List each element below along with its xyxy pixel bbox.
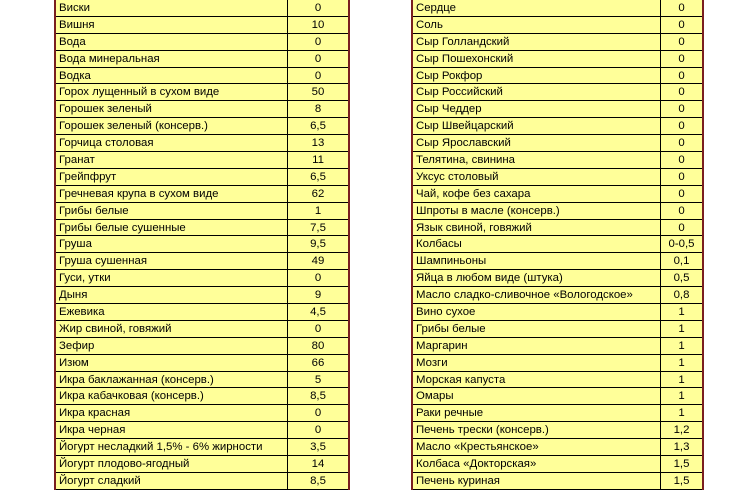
carb-value-cell: 1 [678, 306, 685, 319]
food-name-cell: Горчица столовая [56, 135, 288, 151]
food-name-cell: Мозги [413, 355, 661, 371]
table-row [413, 253, 702, 270]
carb-value-cell: 0 [314, 2, 322, 14]
carb-value-cell: 66 [311, 356, 325, 369]
food-name-cell: Сыр Швейцарский [413, 118, 661, 134]
carb-value-cell: 62 [311, 187, 325, 200]
table-row [56, 473, 348, 490]
table-row [56, 0, 348, 17]
table-row [56, 51, 348, 68]
carb-value-cell: 0 [678, 154, 685, 167]
table-row [413, 0, 702, 17]
food-name-cell: Печень трески (консерв.) [413, 422, 661, 438]
food-name-cell: Груша сушенная [56, 253, 288, 269]
food-name-cell: Соль [413, 17, 661, 33]
carb-value-cell: 8 [314, 103, 322, 116]
food-name-cell: Гуси, утки [56, 270, 288, 286]
table-row [413, 456, 702, 473]
food-name-cell: Вода [56, 34, 288, 50]
table-row [56, 169, 348, 186]
table-row [56, 253, 348, 270]
food-name-cell: Водка [56, 68, 288, 84]
food-name-cell: Йогурт сладкий [56, 473, 288, 489]
left-food-table [54, 0, 350, 490]
carb-value-cell: 0 [314, 322, 322, 335]
food-name-cell: Сыр Чеддер [413, 101, 661, 117]
carb-value-cell: 1,2 [673, 424, 690, 437]
table-row [413, 388, 702, 405]
food-name-cell: Шампиньоны [413, 253, 661, 269]
table-row [56, 101, 348, 118]
carb-value-cell: 8,5 [310, 474, 326, 487]
food-name-cell: Сыр Голландский [413, 34, 661, 50]
food-name-cell: Уксус столовый [413, 169, 661, 185]
carb-value-cell: 0 [678, 187, 685, 200]
table-row [56, 388, 348, 405]
table-row [56, 220, 348, 237]
carb-value-cell: 0 [678, 204, 685, 217]
carb-value-cell: 0 [314, 52, 322, 65]
food-name-cell: Масло сладко-сливочное «Вологодское» [413, 287, 661, 303]
carb-value-cell: 0 [678, 120, 685, 133]
food-name-cell: Омары [413, 388, 661, 404]
table-row [413, 51, 702, 68]
food-name-cell: Грибы белые сушенные [56, 220, 288, 236]
food-name-cell: Груша [56, 236, 288, 252]
food-name-cell: Морская капуста [413, 372, 661, 388]
food-name-cell: Вишня [56, 17, 288, 33]
carb-value-cell: 0 [678, 137, 685, 150]
food-name-cell: Зефир [56, 338, 288, 354]
carb-value-cell: 0 [678, 221, 685, 234]
food-name-cell: Грейпфрут [56, 169, 288, 185]
carb-value-cell: 3,5 [310, 441, 326, 454]
food-name-cell: Дыня [56, 287, 288, 303]
table-row [56, 405, 348, 422]
table-row [56, 304, 348, 321]
carb-value-cell: 8,5 [310, 390, 326, 403]
carb-value-cell: 0 [314, 69, 322, 82]
carb-value-cell: 10 [311, 18, 325, 31]
right-food-table [411, 0, 704, 490]
carb-value-cell: 13 [311, 137, 325, 150]
food-name-cell: Гранат [56, 152, 288, 168]
food-name-cell: Изюм [56, 355, 288, 371]
food-name-cell: Горошек зеленый (консерв.) [56, 118, 288, 134]
food-name-cell: Шпроты в масле (консерв.) [413, 203, 661, 219]
carb-value-cell: 0 [678, 170, 685, 183]
carb-value-cell: 9,5 [310, 238, 326, 251]
food-name-cell: Вода минеральная [56, 51, 288, 67]
carb-value-cell: 0 [314, 407, 322, 420]
food-name-cell: Сыр Ярославский [413, 135, 661, 151]
table-row [413, 152, 702, 169]
carb-value-cell: 1 [314, 204, 322, 217]
carb-value-cell: 0,8 [673, 289, 690, 302]
food-name-cell: Грибы белые [413, 321, 661, 337]
food-name-cell: Сыр Пошехонский [413, 51, 661, 67]
food-name-cell: Йогурт плодово-ягодный [56, 456, 288, 472]
table-row [56, 270, 348, 287]
table-row [413, 270, 702, 287]
carb-value-cell: 0,1 [673, 255, 690, 268]
food-name-cell: Икра баклажанная (консерв.) [56, 372, 288, 388]
carb-value-cell: 1 [678, 339, 685, 352]
table-row [413, 169, 702, 186]
table-row [413, 186, 702, 203]
table-row [413, 101, 702, 118]
carb-value-cell: 1 [678, 356, 685, 369]
carb-value-cell: 0 [314, 35, 322, 48]
food-name-cell: Икра красная [56, 405, 288, 421]
food-name-cell: Яйца в любом виде (штука) [413, 270, 661, 286]
table-row [56, 68, 348, 85]
carb-value-cell: 49 [311, 255, 325, 268]
carb-value-cell: 0 [678, 35, 685, 48]
table-row [56, 84, 348, 101]
table-row [56, 439, 348, 456]
food-name-cell: Телятина, свинина [413, 152, 661, 168]
carb-value-cell: 9 [314, 289, 322, 302]
table-row [413, 372, 702, 389]
carb-value-cell: 0 [314, 424, 322, 437]
table-row [413, 34, 702, 51]
carb-value-cell: 11 [312, 154, 324, 167]
food-name-cell: Колбаса «Докторская» [413, 456, 661, 472]
table-row [56, 422, 348, 439]
carb-value-cell: 5 [314, 373, 322, 386]
carb-value-cell: 0 [678, 2, 685, 14]
table-row [56, 321, 348, 338]
table-row [413, 135, 702, 152]
table-row [56, 186, 348, 203]
table-row [413, 304, 702, 321]
table-row [56, 355, 348, 372]
carb-value-cell: 1,5 [673, 458, 690, 471]
carb-value-cell: 0 [678, 69, 685, 82]
table-row [56, 372, 348, 389]
table-row [413, 236, 702, 253]
table-row [56, 456, 348, 473]
food-name-cell: Икра черная [56, 422, 288, 438]
table-row [413, 203, 702, 220]
food-name-cell: Горошек зеленый [56, 101, 288, 117]
food-name-cell: Сердце [413, 0, 661, 16]
food-name-cell: Виски [56, 0, 288, 16]
carb-value-cell: 14 [311, 458, 325, 471]
carb-value-cell: 1,3 [673, 441, 690, 454]
table-row [413, 473, 702, 490]
food-name-cell: Масло «Крестьянское» [413, 439, 661, 455]
table-row [56, 236, 348, 253]
table-row [413, 287, 702, 304]
carb-value-cell: 6,5 [310, 120, 326, 133]
food-name-cell: Вино сухое [413, 304, 661, 320]
carb-value-cell: 6,5 [310, 170, 326, 183]
table-row [56, 287, 348, 304]
food-name-cell: Язык свиной, говяжий [413, 220, 661, 236]
table-row [413, 17, 702, 34]
table-row [413, 321, 702, 338]
carb-value-cell: 0 [678, 103, 685, 116]
carb-value-cell: 7,5 [310, 221, 326, 234]
food-name-cell: Сыр Рокфор [413, 68, 661, 84]
carb-value-cell: 1 [678, 322, 685, 335]
carb-value-cell: 0 [678, 86, 685, 99]
carb-value-cell: 1 [678, 407, 685, 420]
table-row [56, 118, 348, 135]
table-row [413, 68, 702, 85]
carb-value-cell: 0 [314, 272, 322, 285]
table-row [56, 17, 348, 34]
food-name-cell: Горох лущенный в сухом виде [56, 84, 288, 100]
food-name-cell: Раки речные [413, 405, 661, 421]
table-row [413, 118, 702, 135]
food-name-cell: Грибы белые [56, 203, 288, 219]
carb-value-cell: 0 [678, 18, 685, 31]
food-name-cell: Йогурт несладкий 1,5% - 6% жирности [56, 439, 288, 455]
food-name-cell: Жир свиной, говяжий [56, 321, 288, 337]
table-row [413, 220, 702, 237]
carb-value-cell: 4,5 [310, 306, 326, 319]
food-name-cell: Сыр Российский [413, 84, 661, 100]
carb-value-cell: 1,5 [673, 474, 690, 487]
carb-value-cell: 50 [311, 86, 325, 99]
table-row [413, 355, 702, 372]
table-row [413, 422, 702, 439]
carb-value-cell: 0-0,5 [668, 238, 695, 251]
table-row [56, 135, 348, 152]
carb-value-cell: 1 [678, 390, 685, 403]
carb-value-cell: 1 [678, 373, 685, 386]
food-name-cell: Печень куриная [413, 473, 661, 489]
table-row [413, 405, 702, 422]
table-row [56, 338, 348, 355]
table-row [413, 439, 702, 456]
table-row [56, 152, 348, 169]
table-row [413, 338, 702, 355]
table-row [413, 84, 702, 101]
carb-value-cell: 80 [311, 339, 325, 352]
food-name-cell: Чай, кофе без сахара [413, 186, 661, 202]
food-name-cell: Ежевика [56, 304, 288, 320]
food-name-cell: Маргарин [413, 338, 661, 354]
carb-value-cell: 0,5 [673, 272, 690, 285]
food-name-cell: Икра кабачковая (консерв.) [56, 388, 288, 404]
table-row [56, 34, 348, 51]
carb-value-cell: 0 [678, 52, 685, 65]
food-name-cell: Колбасы [413, 236, 661, 252]
table-row [56, 203, 348, 220]
food-name-cell: Гречневая крупа в сухом виде [56, 186, 288, 202]
